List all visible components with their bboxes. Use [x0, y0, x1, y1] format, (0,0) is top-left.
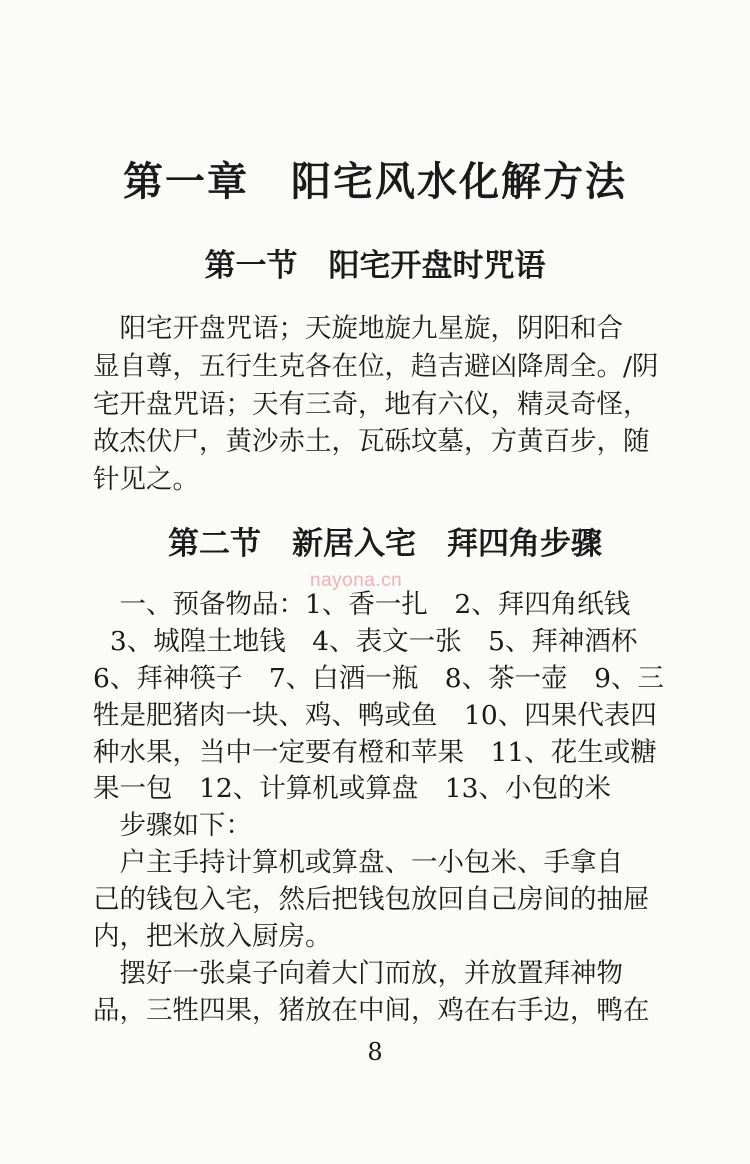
- body-line: 户主手持计算机或算盘、一小包米、手拿自: [93, 847, 623, 878]
- section-title-1: 第一节 阳宅开盘时咒语: [204, 248, 546, 284]
- body-line: 内，把米放入厨房。: [93, 921, 332, 952]
- body-line: 品，三牲四果，猪放在中间，鸡在右手边，鸭在: [93, 995, 650, 1026]
- watermark-text: nayona.cn: [310, 570, 403, 591]
- body-line: 摆好一张桌子向着大门而放，并放置拜神物: [93, 958, 623, 989]
- body-line: 故杰伏尸，黄沙赤土，瓦砾坟墓，方黄百步，随: [93, 426, 650, 457]
- body-line: 牲是肥猪肉一块、鸡、鸭或鱼 10、四果代表四: [93, 700, 657, 731]
- body-line: 显自尊，五行生克各在位，趋吉避凶降周全。/阴: [93, 351, 659, 382]
- chapter-title: 第一章 阳宅风水化解方法: [123, 158, 627, 205]
- body-line: 步骤如下：: [93, 810, 252, 841]
- body-line: 一、预备物品：1、香一扎 2、拜四角纸钱: [93, 589, 631, 620]
- body-line: 种水果，当中一定要有橙和苹果 11、花生或糖: [93, 737, 657, 768]
- body-line: 阳宅开盘咒语；天旋地旋九星旋，阴阳和合: [93, 313, 623, 344]
- page-number: 8: [367, 1038, 383, 1066]
- body-line: 己的钱包入宅，然后把钱包放回自己房间的抽屉: [93, 884, 650, 915]
- body-line: 3、城隍土地钱 4、表文一张 5、拜神酒杯: [93, 626, 638, 657]
- body-line: 6、拜神筷子 7、白酒一瓶 8、茶一壶 9、三: [93, 663, 664, 694]
- body-line: 针见之。: [93, 464, 199, 495]
- body-line: 果一包 12、计算机或算盘 13、小包的米: [93, 773, 611, 804]
- section-title-2: 第二节 新居入宅 拜四角步骤: [168, 526, 602, 562]
- body-line: 宅开盘咒语；天有三奇，地有六仪，精灵奇怪，: [93, 389, 650, 420]
